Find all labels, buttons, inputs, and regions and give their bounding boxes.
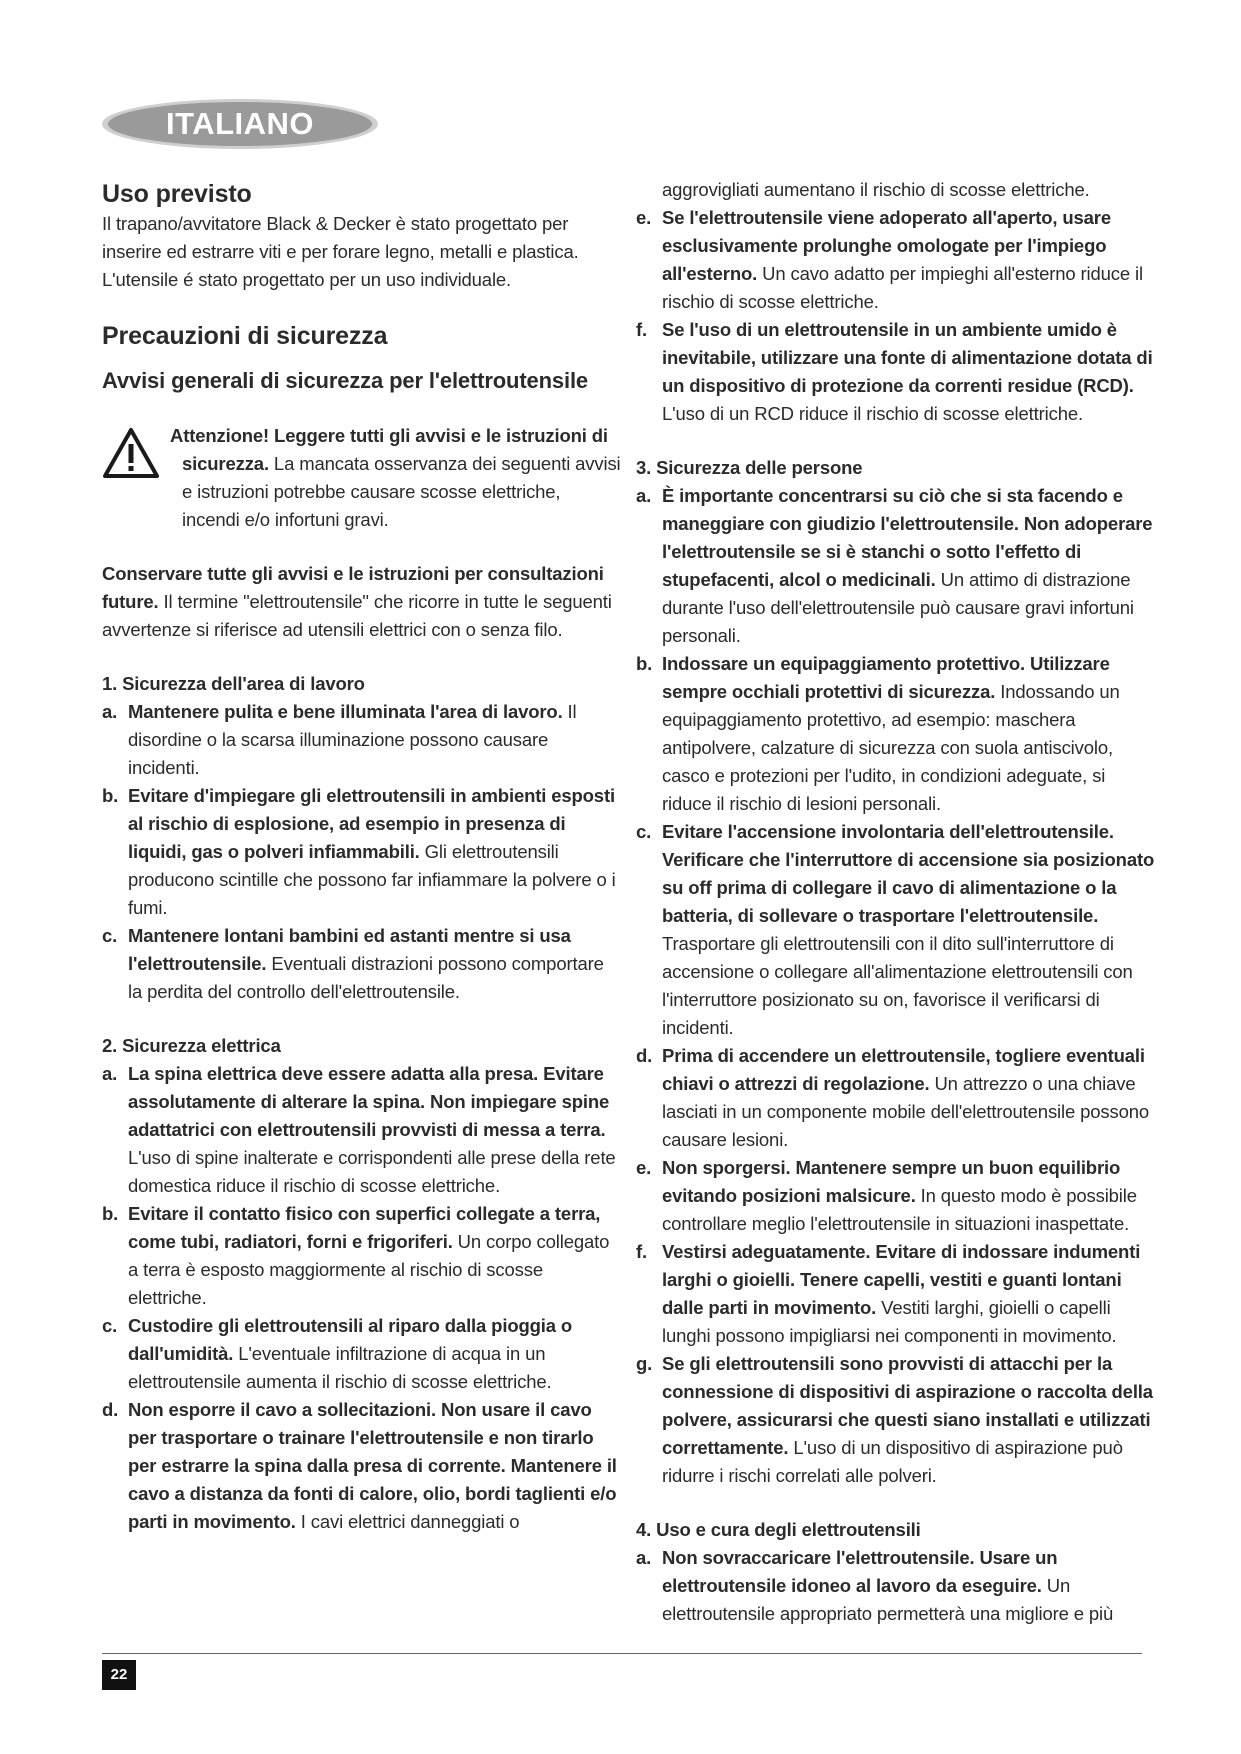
section-3-title: 3. Sicurezza delle persone: [636, 457, 863, 478]
avvisi-title: Avvisi generali di sicurezza per l'elettroutensile: [102, 368, 588, 393]
list-item-body: L'uso di un RCD riduce il rischio di scosse elettriche.: [662, 403, 1083, 424]
list-item-bold: Evitare il contatto fisico con superfici collegate a terra, come tubi, radiatori, forni e frigoriferi.: [128, 1203, 601, 1252]
list-item: [636, 818, 1156, 1042]
list-item-text: [128, 922, 622, 1006]
list-item-bold: Evitare l'accensione involontaria dell'elettroutensile. Verificare che l'interruttore di accensione sia posizionato su off prima di collegare il cavo di alimentazione o la batteria, di sollevare o trasportare l'elettroutensile.: [662, 821, 1155, 926]
list-item-label: b.: [636, 653, 653, 674]
list-item-bold: La spina elettrica deve essere adatta alla presa. Evitare assolutamente di alterare la spina. Non impiegare spine adattatrici con elettroutensili provvisti di messa a terra.: [128, 1063, 610, 1140]
conservare-text: Il termine "elettroutensile" che ricorre in tutte le seguenti avvertenze si riferisce ad utensili elettrici con o senza filo.: [102, 591, 612, 640]
list-item-bold: Mantenere lontani bambini ed astanti mentre si usa l'elettroutensile.: [128, 925, 571, 974]
list-item: [636, 204, 1156, 316]
list-item: [636, 1042, 1156, 1154]
list-item-bold: Non esporre il cavo a sollecitazioni. Non usare il cavo per trasportare o trainare l'elettroutensile e non tirarlo per estrarre la spina dalla presa di corrente. Mantenere il cavo a distanza da fonti di calore, olio, bordi taglienti e/o parti in movimento.: [128, 1399, 617, 1532]
section-3-list: [636, 482, 1156, 1490]
list-item-bold: È importante concentrarsi su ciò che si sta facendo e maneggiare con giudizio l'elettroutensile. Non adoperare l'elettroutensile se si è stanchi o sotto l'effetto di stupefacenti, alcol o medicinali.: [662, 485, 1153, 590]
list-item-body: Un attrezzo o una chiave lasciati in un componente mobile dell'elettroutensile possono causare lesioni.: [662, 1073, 1149, 1150]
list-item-label: a.: [102, 701, 118, 722]
list-item-bold: Mantenere pulita e bene illuminata l'area di lavoro.: [128, 701, 563, 722]
list-item-label: c.: [102, 1315, 118, 1336]
list-item: [636, 1238, 1156, 1350]
list-item: [102, 1396, 622, 1536]
list-item-bold: Custodire gli elettroutensili al riparo dalla pioggia o dall'umidità.: [128, 1315, 573, 1364]
list-item-text: [662, 1042, 1156, 1154]
warning-block: [102, 422, 622, 534]
list-item-body: Un corpo collegato a terra è esposto maggiormente al rischio di scosse elettriche.: [128, 1231, 610, 1308]
list-item-body: Indossando un equipaggiamento protettivo, ad esempio: maschera antipolvere, calzature di sicurezza con suola antiscivolo, casco e protezioni per l'udito, in condizioni adeguate, si riduce il rischio di lesioni personali.: [662, 681, 1120, 814]
list-item-label: f.: [636, 1241, 648, 1262]
list-item-body: Il disordine o la scarsa illuminazione possono causare incidenti.: [128, 701, 577, 778]
list-item-label: b.: [102, 1203, 119, 1224]
list-item-text: [662, 316, 1156, 428]
list-item-body: Vestiti larghi, gioielli o capelli lunghi possono impigliarsi nei componenti in movimento.: [662, 1297, 1117, 1346]
list-item-bold: Evitare d'impiegare gli elettroutensili in ambienti esposti al rischio di esplosione, ad esempio in presenza di liquidi, gas o polveri infiammabili.: [128, 785, 615, 862]
list-item-label: a.: [636, 1547, 652, 1568]
precauzioni-title: Precauzioni di sicurezza: [102, 322, 388, 350]
list-item-label: b.: [102, 785, 119, 806]
list-item: [102, 1060, 622, 1200]
list-item-body: Gli elettroutensili producono scintille che possono far infiammare la polvere o i fumi.: [128, 841, 616, 918]
section-4-title: 4. Uso e cura degli elettroutensili: [636, 1519, 921, 1540]
list-item-body: Eventuali distrazioni possono comportare la perdita del controllo dell'elettroutensile.: [128, 953, 604, 1002]
list-item: [102, 698, 622, 782]
list-item-body: Un elettroutensile appropriato permetterà una migliore e più: [662, 1575, 1114, 1624]
list-item-bold: Se l'elettroutensile viene adoperato all'aperto, usare esclusivamente prolunghe omologate per l'impiego all'esterno.: [662, 207, 1111, 284]
list-item-text: [128, 1312, 622, 1396]
list-item-body: L'uso di un dispositivo di aspirazione può ridurre i rischi correlati alle polveri.: [662, 1437, 1123, 1486]
list-item: [636, 482, 1156, 650]
list-item-label: a.: [636, 485, 652, 506]
list-item-text: [662, 204, 1156, 316]
warning-triangle-icon: [102, 427, 160, 479]
list-item-label: e.: [636, 1157, 652, 1178]
list-item-label: f.: [636, 319, 648, 340]
list-item: [102, 1312, 622, 1396]
list-item-label: c.: [102, 925, 118, 946]
list-item: [636, 316, 1156, 428]
list-item-text: [128, 1060, 622, 1200]
list-item-text: [128, 1396, 622, 1536]
section-1-title: 1. Sicurezza dell'area di lavoro: [102, 673, 365, 694]
list-item-text: [662, 1154, 1156, 1238]
list-item-body: L'eventuale infiltrazione di acqua in un elettroutensile aumenta il rischio di scosse elettriche.: [128, 1343, 552, 1392]
footer-rule: [102, 1653, 1142, 1654]
warning-bold: Attenzione! Leggere tutti gli avvisi e le istruzioni di sicurezza.: [170, 425, 608, 474]
list-item-body: Un cavo adatto per impieghi all'esterno riduce il rischio di scosse elettriche.: [662, 263, 1143, 312]
list-item-label: a.: [102, 1063, 118, 1084]
list-item-label: e.: [636, 207, 652, 228]
list-item-text: [662, 1350, 1156, 1490]
conservare-paragraph: [102, 560, 622, 644]
list-item: [636, 650, 1156, 818]
list-item-text: [662, 1544, 1156, 1628]
list-item-bold: Se l'uso di un elettroutensile in un ambiente umido è inevitabile, utilizzare una fonte di alimentazione dotata di un dispositivo di protezione da correnti residue (RCD).: [662, 319, 1153, 396]
section-4-list: [636, 1544, 1156, 1628]
section-2-list-continued: [636, 204, 1156, 428]
list-item: [636, 1544, 1156, 1628]
right-column: [636, 176, 1156, 1628]
list-item-bold: Vestirsi adeguatamente. Evitare di indossare indumenti larghi o gioielli. Tenere capelli, vestiti e guanti lontani dalle parti in movimento.: [662, 1241, 1141, 1318]
list-item: [102, 782, 622, 922]
list-item: [102, 1200, 622, 1312]
section-2-list: [102, 1060, 622, 1536]
list-item-text: [662, 818, 1156, 1042]
list-item-body: In questo modo è possibile controllare meglio l'elettroutensile in situazioni inaspettate.: [662, 1185, 1137, 1234]
list-item-text: [662, 1238, 1156, 1350]
warning-rest: La mancata osservanza dei seguenti avvisi e istruzioni potrebbe causare scosse elettriche, incendi e/o infortuni gravi.: [182, 453, 621, 530]
list-item-bold: Prima di accendere un elettroutensile, togliere eventuali chiavi o attrezzi di regolazione.: [662, 1045, 1145, 1094]
list-item-text: [662, 482, 1156, 650]
list-item-text: [128, 698, 622, 782]
language-label: ITALIANO: [165, 106, 315, 141]
list-item-bold: Non sporgersi. Mantenere sempre un buon equilibrio evitando posizioni malsicure.: [662, 1157, 1121, 1206]
list-item-text: [128, 782, 622, 922]
list-item-bold: Se gli elettroutensili sono provvisti di attacchi per la connessione di dispositivi di aspirazione o raccolta della polvere, assicurarsi che questi siano installati e utilizzati correttamente.: [662, 1353, 1153, 1458]
list-item-label: c.: [636, 821, 652, 842]
continued-text: aggrovigliati aumentano il rischio di scosse elettriche.: [662, 179, 1090, 200]
list-item-bold: Non sovraccaricare l'elettroutensile. Usare un elettroutensile idoneo al lavoro da eseguire.: [662, 1547, 1058, 1596]
page-number: 22: [102, 1660, 136, 1690]
uso-title: Uso previsto: [102, 180, 252, 208]
uso-text: Il trapano/avvitatore Black & Decker è stato progettato per inserire ed estrarre viti e per forare legno, metalli e plastica. L'utensile é stato progettato per un uso individuale.: [102, 213, 579, 290]
list-item-text: [128, 1200, 622, 1312]
list-item-body: Trasportare gli elettroutensili con il dito sull'interruttore di accensione o collegare all'alimentazione elettroutensili con l'interruttore posizionato su on, favorisce il verificarsi di incidenti.: [662, 933, 1133, 1038]
conservare-bold: Conservare tutte gli avvisi e le istruzioni per consultazioni future.: [102, 563, 604, 612]
list-item-bold: Indossare un equipaggiamento protettivo. Utilizzare sempre occhiali protettivi di sicurezza.: [662, 653, 1110, 702]
list-item: [636, 1154, 1156, 1238]
list-item-body: I cavi elettrici danneggiati o: [295, 1511, 520, 1532]
list-item: [102, 922, 622, 1006]
list-item-text: [662, 650, 1156, 818]
warning-text: [170, 422, 622, 534]
list-item-label: d.: [636, 1045, 653, 1066]
list-item-body: L'uso di spine inalterate e corrispondenti alle prese della rete domestica riduce il rischio di scosse elettriche.: [128, 1147, 616, 1196]
list-item-label: d.: [102, 1399, 119, 1420]
section-1-list: [102, 698, 622, 1006]
list-item: [636, 1350, 1156, 1490]
list-item-label: g.: [636, 1353, 653, 1374]
section-2-title: 2. Sicurezza elettrica: [102, 1035, 281, 1056]
left-column: [102, 178, 622, 1536]
list-item-body: Un attimo di distrazione durante l'uso dell'elettroutensile può causare gravi infortuni personali.: [662, 569, 1134, 646]
language-badge: [100, 96, 380, 152]
